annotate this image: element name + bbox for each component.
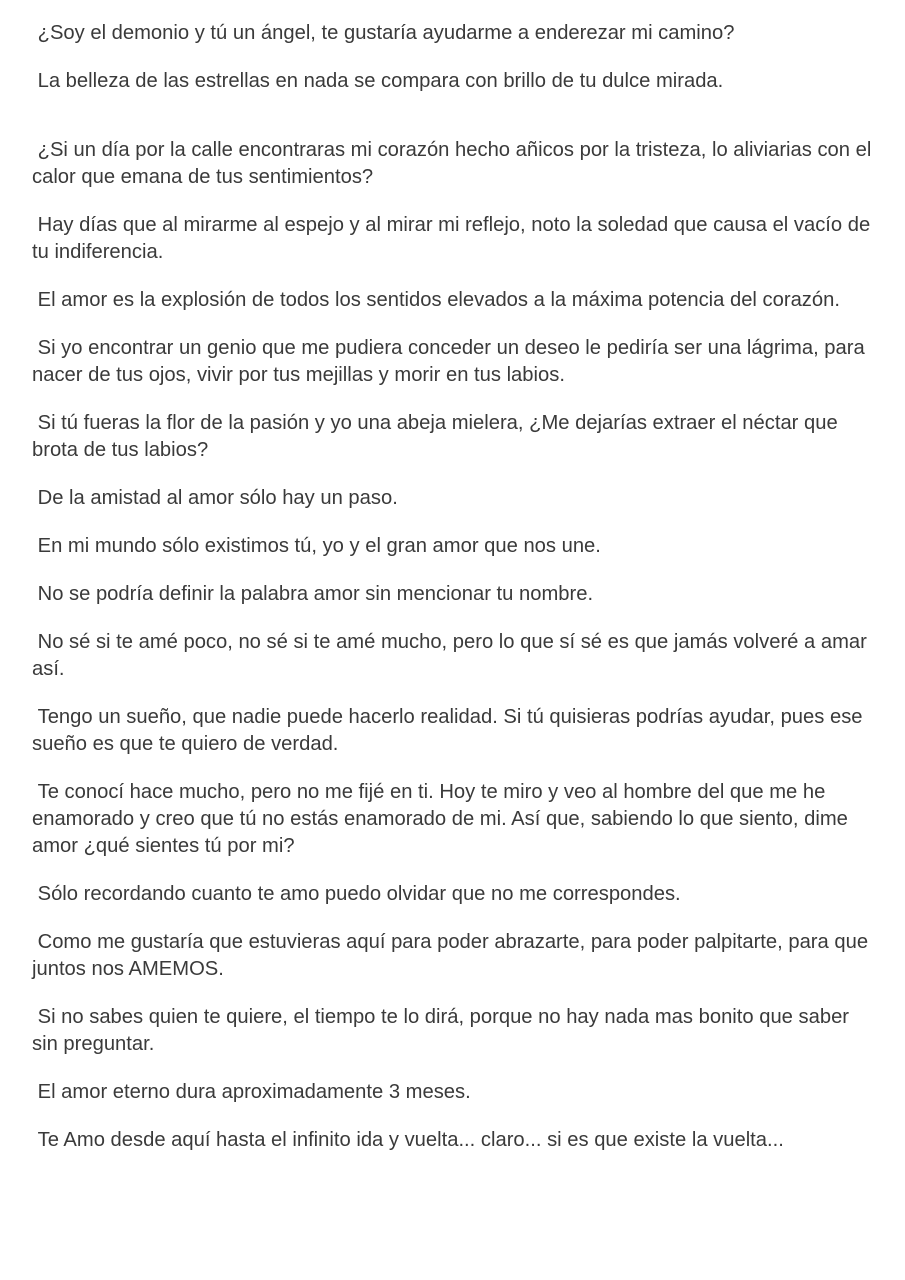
paragraph-10: No se podría definir la palabra amor sin mencionar tu nombre. [32, 583, 594, 605]
paragraph-15: Como me gustaría que estuvieras aquí para poder abrazarte, para poder palpitarte, para que juntos nos AMEMOS. [32, 931, 874, 980]
paragraph-5: El amor es la explosión de todos los sentidos elevados a la máxima potencia del corazón. [32, 289, 840, 311]
paragraph-18: Te Amo desde aquí hasta el infinito ida y vuelta... claro... si es que existe la vuelta... [32, 1129, 784, 1151]
paragraph-7: Si tú fueras la flor de la pasión y yo una abeja mielera, ¿Me dejarías extraer el néctar que brota de tus labios? [32, 412, 844, 461]
paragraph-6: Si yo encontrar un genio que me pudiera conceder un deseo le pediría ser una lágrima, para nacer de tus ojos, vivir por tus mejillas y morir en tus labios. [32, 337, 871, 386]
paragraph-14: Sólo recordando cuanto te amo puedo olvidar que no me correspondes. [32, 883, 681, 905]
paragraph-3: ¿Si un día por la calle encontraras mi corazón hecho añicos por la tristeza, lo aliviarias con el calor que emana de tus sentimientos? [32, 139, 877, 188]
document-page [32, 20, 877, 1175]
paragraph-16: Si no sabes quien te quiere, el tiempo te lo dirá, porque no hay nada mas bonito que saber sin preguntar. [32, 1006, 855, 1055]
paragraph-2: La belleza de las estrellas en nada se compara con brillo de tu dulce mirada. [32, 70, 724, 92]
paragraph-12: Tengo un sueño, que nadie puede hacerlo realidad. Si tú quisieras podrías ayudar, pues ese sueño es que te quiero de verdad. [32, 706, 869, 755]
paragraph-11: No sé si te amé poco, no sé si te amé mucho, pero lo que sí sé es que jamás volveré a amar así. [32, 631, 873, 680]
paragraph-1: ¿Soy el demonio y tú un ángel, te gustaría ayudarme a enderezar mi camino? [32, 22, 735, 44]
paragraph-17: El amor eterno dura aproximadamente 3 meses. [32, 1081, 471, 1103]
paragraph-13: Te conocí hace mucho, pero no me fijé en ti. Hoy te miro y veo al hombre del que me he enamorado y creo que tú no estás enamorado de mi. Así que, sabiendo lo que siento, dime amor ¿qué sientes tú por mi? [32, 781, 854, 857]
paragraph-4: Hay días que al mirarme al espejo y al mirar mi reflejo, noto la soledad que causa el vacío de tu indiferencia. [32, 214, 876, 263]
paragraph-8: De la amistad al amor sólo hay un paso. [32, 487, 398, 509]
paragraph-9: En mi mundo sólo existimos tú, yo y el gran amor que nos une. [32, 535, 601, 557]
